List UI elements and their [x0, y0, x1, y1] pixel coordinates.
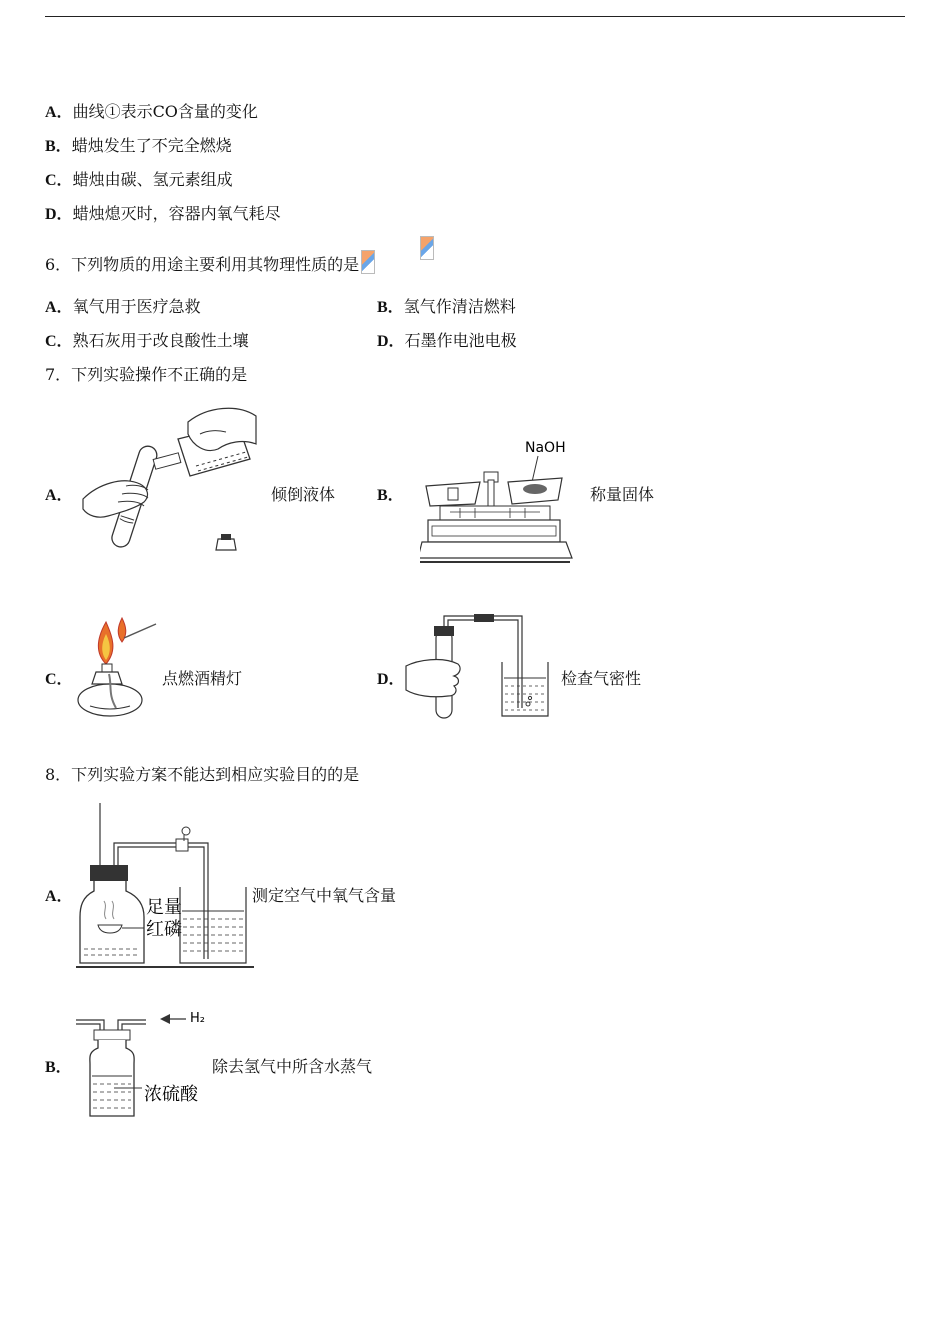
- pouring-liquid-figure: [78, 404, 258, 556]
- q8-stem: [45, 765, 359, 785]
- option-letter: A．: [45, 299, 73, 316]
- option-text: 蜡烛由碳、氢元素组成: [72, 170, 233, 189]
- option-text: 曲线①表示CO含量的变化: [72, 102, 258, 121]
- broken-image-icon: [420, 236, 434, 260]
- q7-option-c-letter[interactable]: C．: [45, 671, 73, 688]
- question-stem-text: 8．下列实验方案不能达到相应实验目的的是: [45, 765, 360, 784]
- q7-option-b-caption: 称量固体: [590, 485, 655, 504]
- option-text: 石墨作电池电极: [404, 331, 517, 350]
- airtightness-figure: [402, 612, 557, 722]
- figure-label-red-phosphorus: 红磷: [146, 919, 182, 940]
- option-letter: B．: [377, 299, 404, 316]
- conc-sulfuric-acid-label: 浓硫酸: [144, 1084, 198, 1105]
- q6-option-d[interactable]: [377, 331, 517, 352]
- q7-option-d-caption: 检查气密性: [561, 669, 642, 688]
- q7-option-a-caption: 倾倒液体: [271, 485, 336, 504]
- header-rule: [45, 16, 905, 17]
- option-letter: D．: [377, 333, 405, 350]
- q7-stem: [45, 365, 247, 385]
- q7-option-b-letter[interactable]: B．: [377, 487, 404, 504]
- option-text: 熟石灰用于改良酸性土壤: [72, 331, 249, 350]
- oxygen-measurement-figure: [76, 803, 256, 971]
- question-stem-text: 6．下列物质的用途主要利用其物理性质的是: [45, 255, 360, 274]
- q5-option-c[interactable]: [45, 170, 233, 191]
- q6-option-a[interactable]: [45, 297, 201, 318]
- figure-label-sufficient: 足量: [146, 897, 182, 918]
- q7-option-c-caption: 点燃酒精灯: [162, 669, 243, 688]
- gas-washing-bottle-figure: [74, 1004, 214, 1122]
- option-text: 蜡烛发生了不完全燃烧: [71, 136, 232, 155]
- q8-option-a-letter[interactable]: A．: [45, 888, 73, 905]
- option-letter: D．: [45, 206, 73, 223]
- option-letter: B．: [45, 138, 72, 155]
- q7-option-d-letter[interactable]: D．: [377, 671, 405, 688]
- q8-option-a-caption: 测定空气中氧气含量: [252, 886, 397, 905]
- question-stem-text: 7．下列实验操作不正确的是: [45, 365, 248, 384]
- q6-option-c[interactable]: [45, 331, 249, 352]
- option-letter: A．: [45, 104, 73, 121]
- option-text: 氧气用于医疗急救: [72, 297, 201, 316]
- alcohol-lamp-figure: [76, 614, 166, 720]
- q8-option-b-caption: 除去氢气中所含水蒸气: [212, 1057, 373, 1076]
- option-text: 氢气作清洁燃料: [403, 297, 516, 316]
- naoh-label: NaOH: [525, 440, 566, 456]
- q8-option-b-letter[interactable]: B．: [45, 1059, 72, 1076]
- q5-option-b[interactable]: [45, 136, 232, 157]
- q6-option-b[interactable]: [377, 297, 516, 318]
- broken-image-icon: [361, 250, 375, 274]
- q7-option-a-letter[interactable]: A．: [45, 487, 73, 504]
- balance-figure: [420, 434, 580, 566]
- q5-option-d[interactable]: [45, 204, 281, 225]
- option-text: 蜡烛熄灭时，容器内氧气耗尽: [72, 204, 281, 223]
- option-letter: C．: [45, 333, 73, 350]
- option-letter: C．: [45, 172, 73, 189]
- q5-option-a[interactable]: [45, 102, 258, 123]
- hydrogen-label: H₂: [190, 1011, 205, 1026]
- q6-stem: [45, 250, 375, 275]
